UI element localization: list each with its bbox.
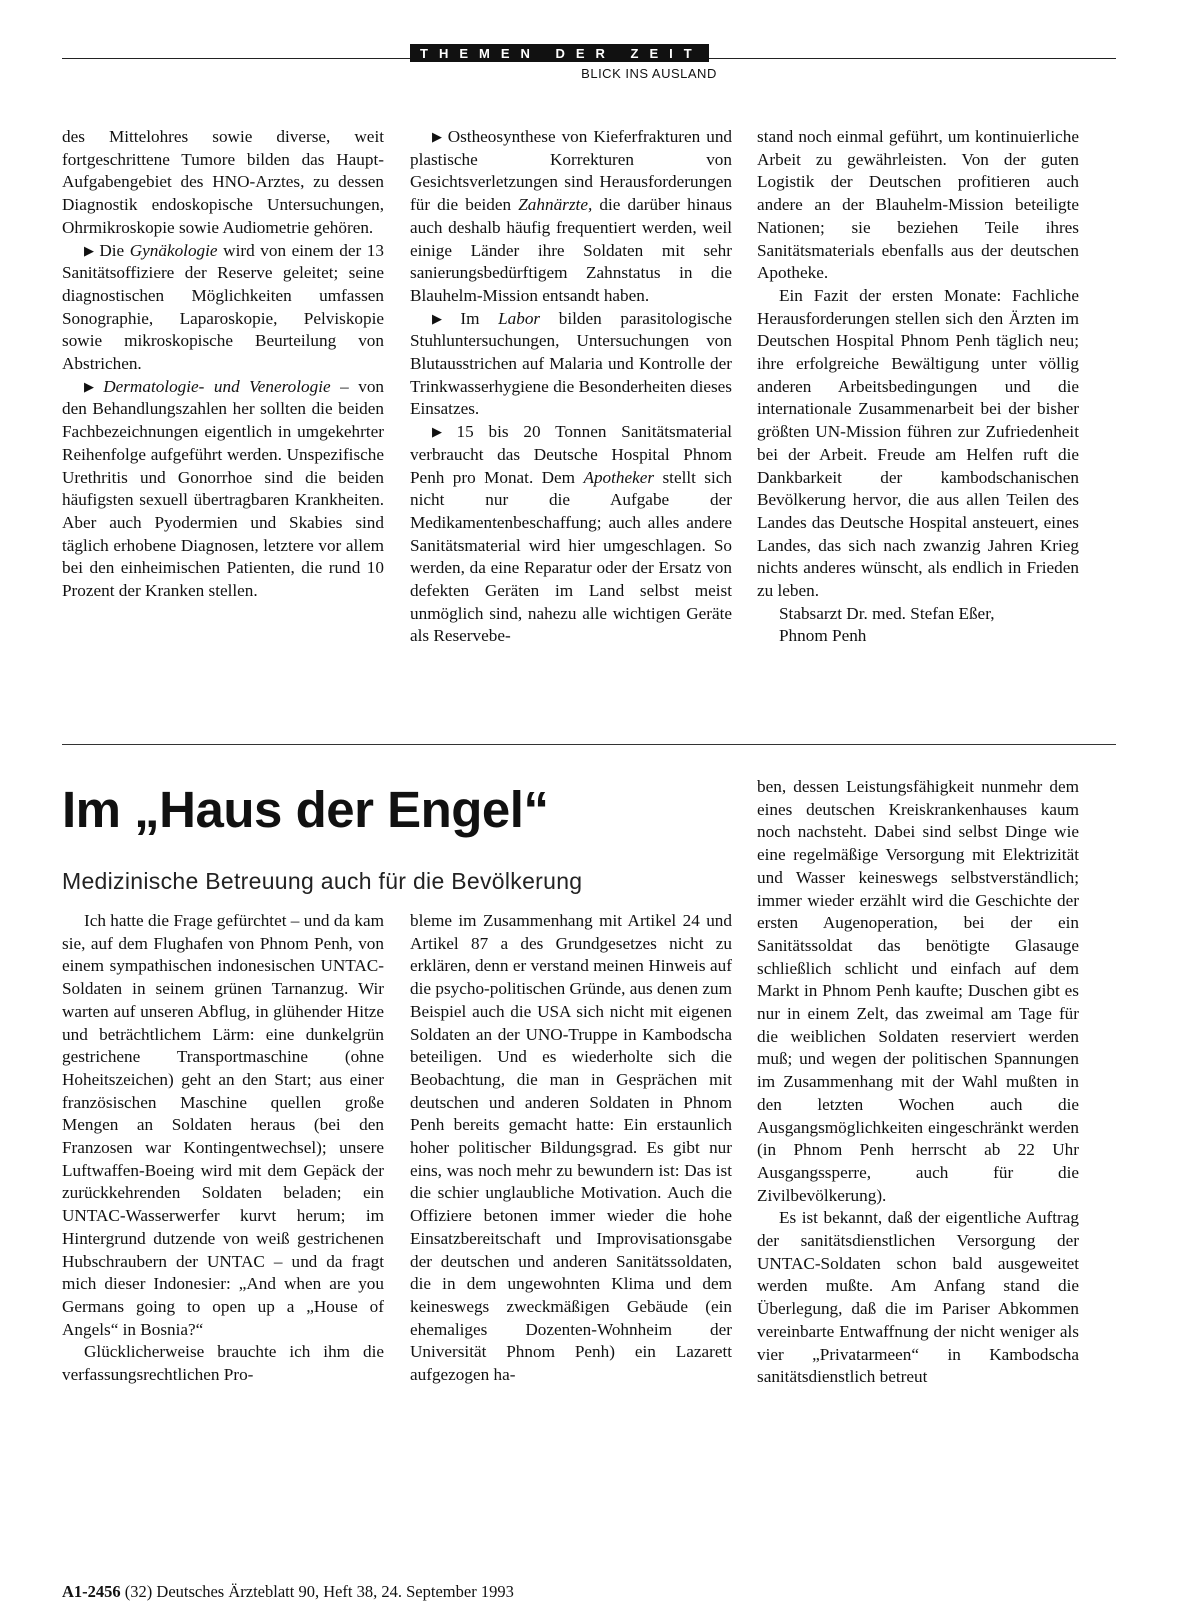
article-column-2 [410,910,732,1387]
paragraph: ben, dessen Leistungsfähigkeit nunmehr dem eines deutschen Kreiskrankenhauses kaum noch nachsteht. Dabei sind selbst Dinge wie eine regelmäßige Versorgung mit Elektrizität und Wasser keineswegs selbstverständlich; immer wieder erzählt wird die Geschichte der ersten Augenoperation, bei der ein Sanitätssoldat das benötigte Glasauge schließlich schlicht und einfach auf dem Markt in Phnom Penh kaufte; Duschen gibt es nur in einem Zelt, das zweimal am Tage für die weiblichen Soldaten reserviert werden muß; und wegen der politischen Spannungen im Zusammenhang mit der Wahl mußten in den letzten Wochen auch die Ausgangsmöglichkeiten eingeschränkt werden (in Phnom Penh herrscht ab 22 Uhr Ausgangssperre, auch für die Zivilbevölkerung). [757,777,1079,1205]
bullet-triangle-icon: ▶ [84,242,96,258]
article-subhead: Medizinische Betreuung auch für die Bevölkerung [62,868,583,894]
top-column-2 [410,126,732,648]
paragraph-emphasis: Apotheker [583,467,655,487]
paragraph-rest: – von den Behandlungszahlen her sollten die beiden Fachbezeichnungen eigentlich in umgekehrter Reihenfolge aufgeführt werden. Unspezifische Urethritis und Gonorrhoe sind die beiden häufigsten sexuell übertragbaren Krankheiten. Aber auch Pyodermien und Skabies sind täglich erhobene Diagnosen, letztere vor allem bei den einheimischen Patienten, die rund 10 Prozent der Kranken stellen. [62,376,385,601]
paragraph: stand noch einmal geführt, um kontinuierliche Arbeit zu gewährleisten. Von der guten Logistik der Deutschen profitieren auch andere an der Blauhelm-Mission beteiligte Nationen; sie beziehen Teile ihres Sanitätsmaterials ebenfalls aus der deutschen Apotheke. [757,127,1079,283]
paragraph-lead: Ostheosynthese von Kieferfrakturen und plastische Korrekturen von Gesichtsverletzungen sind Herausforderungen für die beiden [410,127,733,215]
paragraph-emphasis: Dermatologie- und Venerologie [103,376,331,396]
paragraph [410,421,732,648]
paragraph [62,240,384,376]
paragraph: Es ist bekannt, daß der eigentliche Auftrag der sanitätsdienstlichen Versorgung der UNTAC-Soldaten schon bald ausgeweitet werden mußte. Am Anfang stand die Überlegung, daß die im Pariser Abkommen vereinbarte Entwaffnung der nicht weniger als vier „Privatarmeen“ in Kambodscha sanitätsdienstlich betreut [757,1208,1079,1387]
paragraph: des Mittelohres sowie diverse, weit fortgeschrittene Tumore bilden das Haupt-Aufgabengebiet des HNO-Arztes, zu dessen Diagnostik endoskopische Untersuchungen, Ohrmikroskopie sowie Audiometrie gehören. [62,127,384,237]
page-footer [62,1582,514,1602]
paragraph: Ein Fazit der ersten Monate: Fachliche Herausforderungen stellen sich den Ärzten im Deutschen Hospital Phnom Penh täglich neu; ihre erfolgreiche Bewältigung unter völlig anderen Arbeitsbedingungen und die internationale Zusammenarbeit bei der bisher größten UN-Mission führen zur Zufriedenheit bei der Arbeit. Freude am Helfen ruft die Dankbarkeit der kambodschanischen Bevölkerung hervor, die aus allen Teilen des Landes das Deutsche Hospital ansteuert, eines Landes, das sich nach zwanzig Jahren Krieg nichts anderes wünscht, als endlich in Frieden zu leben. [757,285,1079,601]
article-column-3 [757,776,1079,1389]
subsection-label: BLICK INS AUSLAND [581,66,717,81]
paragraph-lead: Die [99,240,130,260]
paragraph: Glücklicherweise brauchte ich ihm die verfassungsrechtlichen Pro- [62,1342,384,1385]
signature-place: Phnom Penh [779,626,867,646]
paragraph-rest: die darüber hinaus auch deshalb häufig frequentiert werden, weil einige Länder ihre Soldaten mit sehr sanierungsbedürftigem Zahnstatus in die Blauhelm-Mission entsandt haben. [410,195,733,305]
bullet-triangle-icon: ▶ [432,129,444,144]
paragraph [410,126,732,308]
paragraph-rest: bilden parasitologische Stuhluntersuchungen, Untersuchungen von Blutausstrichen auf Malaria und Kontrolle der Trinkwasserhygiene die Besonderheiten dieses Einsatzes. [410,308,733,419]
paragraph-lead: 15 bis 20 Tonnen Sanitätsmaterial verbraucht das Deutsche Hospital Phnom Penh pro Monat. Dem [410,422,732,487]
bullet-triangle-icon: ▶ [84,378,100,394]
paragraph-rest: stellt sich nicht nur die Aufgabe der Medikamentenbeschaffung; auch alles andere Sanitätsmaterial wird hier umgeschlagen. So werden, da eine Reparatur oder der Ersatz von defekten Geräten im Land selbst meist unmöglich sind, nahezu alle wichtigen Geräte als Reservebe- [410,467,732,646]
paragraph [62,376,384,603]
top-column-1 [62,126,384,603]
top-column-3 [757,126,1079,648]
signature-name: Stabsarzt Dr. med. Stefan Eßer, [779,603,995,623]
paragraph-emphasis: Labor [498,308,541,328]
paragraph-emphasis: Gynäkologie [129,240,218,260]
bullet-triangle-icon: ▶ [432,424,453,440]
paragraph-emphasis: Zahnärzte, [518,195,593,215]
paragraph-rest: wird von einem der 13 Sanitätsoffiziere der Reserve geleitet; seine diagnostischen Möglichkeiten umfassen Sonographie, Laparoskopie, Pelviskopie sowie mikroskopische Beurteilung von Abstrichen. [62,240,384,374]
article-headline: Im „Haus der Engel“ [62,781,549,838]
paragraph [410,308,732,422]
article-divider [62,744,1116,745]
paragraph-lead: Im [460,308,499,328]
bullet-triangle-icon: ▶ [432,310,457,326]
paragraph: Ich hatte die Frage gefürchtet – und da kam sie, auf dem Flughafen von Phnom Penh, von einem sympathischen indonesischen UNTAC-Soldaten in seinem grünen Tarnanzug. Wir warten auf unseren Abflug, in glühender Hitze und beträchtlichem Lärm: eine dunkelgrün gestrichene Transportmaschine (ohne Hoheitszeichen) geht an den Start; aus einer französischen Maschine quellen große Mengen an Soldaten heraus (bei den Franzosen war Kontingentwechsel); unsere Luftwaffen-Boeing wird mit dem Gepäck der zurückkehrenden Soldaten beladen; ein UNTAC-Wasserwerfer kurvt herum; im Hintergrund dutzende von weiß gestrichenen Hubschraubern der UNTAC – und da fragt mich dieser Indonesier: „And when are you Germans going to open up a „House of Angels“ in Bosnia?“ [62,911,384,1339]
article-column-1 [62,910,384,1387]
page-code: A1-2456 [62,1582,121,1601]
paragraph: bleme im Zusammenhang mit Artikel 24 und Artikel 87 a des Grundgesetzes nicht zu erklären, denn er verstand meinen Hinweis auf die psycho-politischen Gründe, aus denen zum Beispiel auch die USA sich nicht mit eigenen Soldaten an der UNO-Truppe in Kambodscha beteiligen. Und es wiederholte sich die Beobachtung, die man in Gesprächen mit deutschen und anderen Soldaten in Phnom Penh bereits gemacht hatte: Ein erstaunlich hoher politischer Bildungsgrad. Es gibt nur eins, was noch mehr zu bewundern ist: Das ist die schier unglaubliche Motivation. Auch die Offiziere betonen immer wieder die hohe Einsatzbereitschaft und Improvisationsgabe der deutschen und anderen Sanitätssoldaten, die in dem ungewohnten Klima und dem keineswegs zweckmäßigen Gebäude (ein ehemaliges Dozenten-Wohnheim der Universität Phnom Penh) ein Lazarett aufgezogen ha- [410,911,732,1385]
publication-info: (32) Deutsches Ärzteblatt 90, Heft 38, 24. September 1993 [124,1582,514,1601]
section-label: THEMEN DER ZEIT [410,44,709,62]
